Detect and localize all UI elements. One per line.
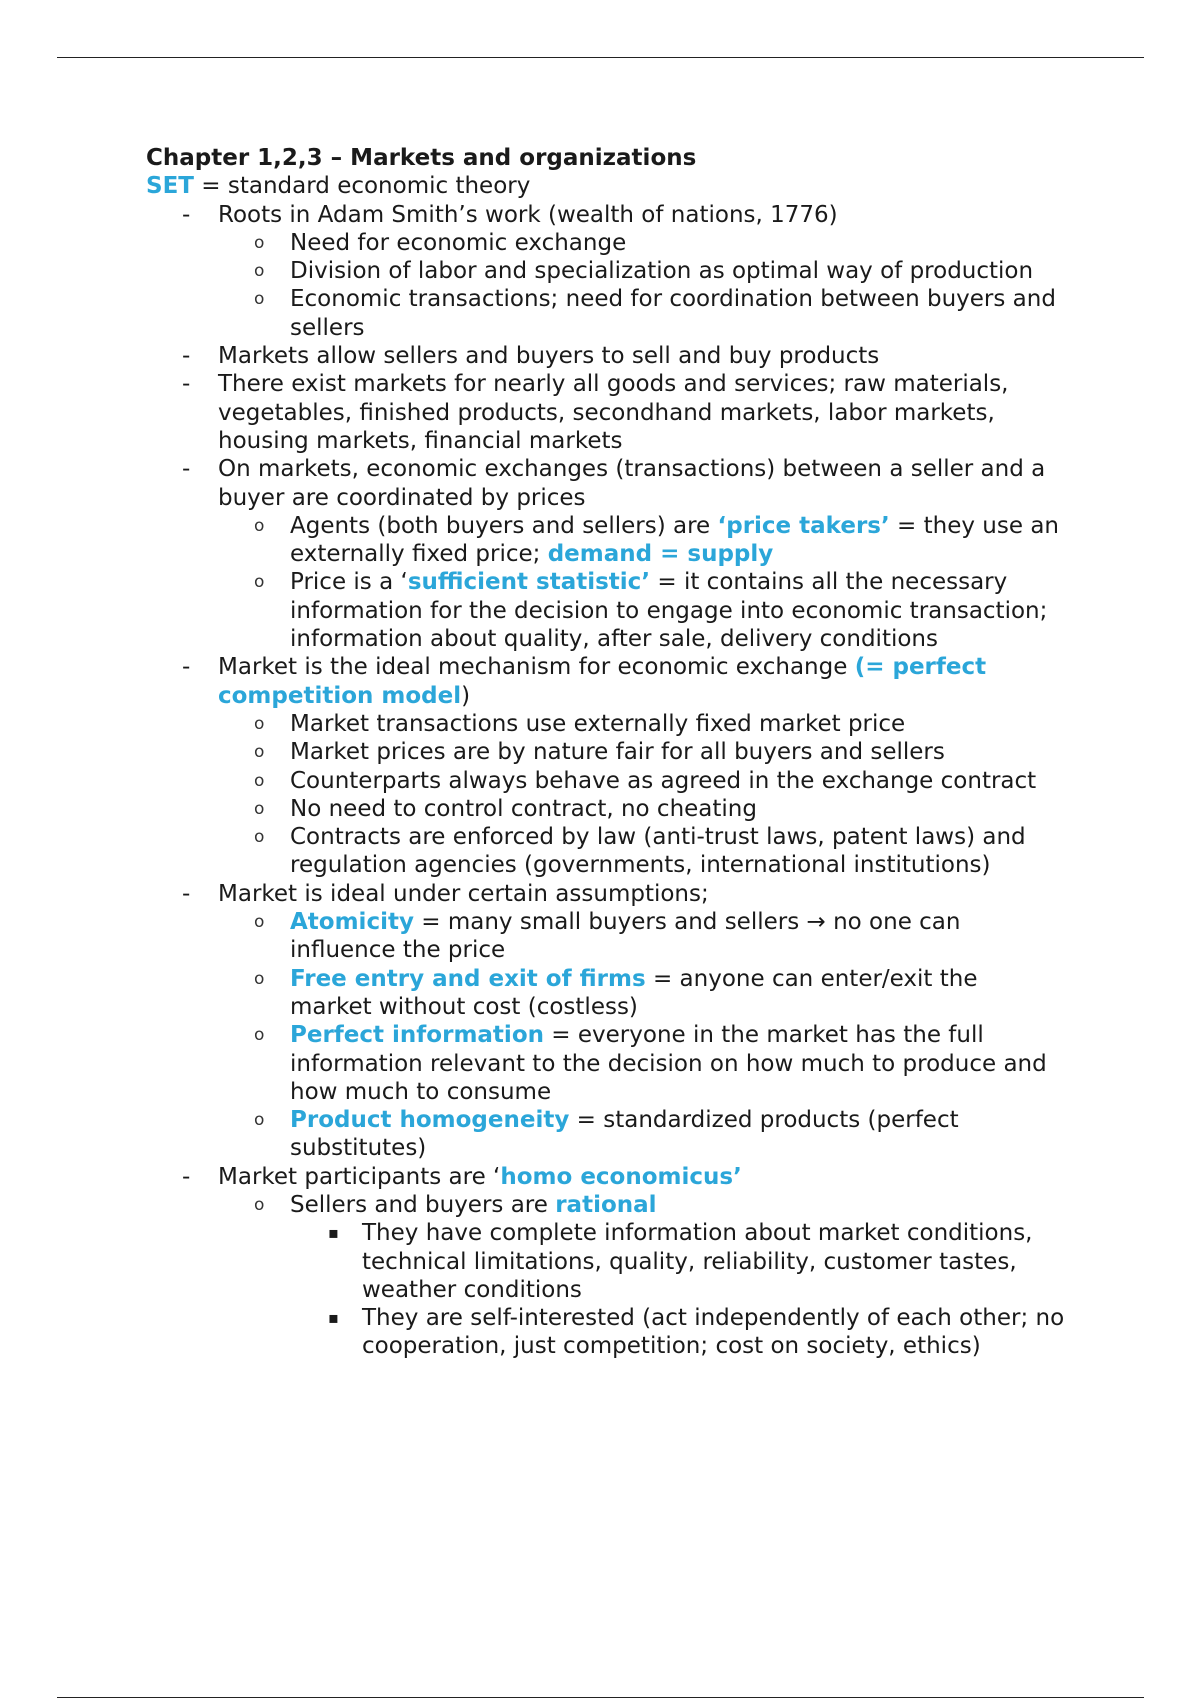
item-text: Need for economic exchange: [290, 229, 627, 256]
circle-bullet: o: [254, 912, 265, 933]
list-item: [146, 342, 1066, 370]
sub-sub-list: [290, 1219, 1066, 1360]
item-text: Markets allow sellers and buyers to sell and buy products: [218, 343, 880, 370]
term-homo-economicus: homo economicus’: [500, 1163, 742, 1190]
list-item: [146, 455, 1066, 653]
list-item: [218, 795, 1066, 823]
list-item: [218, 229, 1066, 257]
header-rule: [57, 57, 1144, 58]
square-bullet: ▪: [328, 1223, 339, 1243]
sub-list: [218, 908, 1066, 1163]
dash-bullet: -: [182, 201, 191, 228]
list-item: [218, 908, 1066, 965]
dash-bullet: -: [182, 343, 191, 370]
dash-bullet: -: [182, 654, 191, 681]
item-text: Market is the ideal mechanism for economic exchange: [218, 654, 855, 681]
term-atomicity: Atomicity: [290, 909, 414, 936]
list-item: [218, 285, 1066, 342]
footer-rule: [57, 1697, 1144, 1698]
square-bullet: ▪: [328, 1308, 339, 1328]
sub-list: [218, 710, 1066, 880]
item-text: Counterparts always behave as agreed in the exchange contract: [290, 767, 1037, 794]
item-text: = anyone can enter/exit the market without cost (costless): [290, 965, 978, 1020]
item-text: Division of labor and specialization as optimal way of production: [290, 258, 1034, 285]
term-price-takers: ‘price takers’: [717, 512, 890, 539]
circle-bullet: o: [254, 770, 265, 791]
sub-list: [218, 1191, 1066, 1361]
sub-list: [218, 512, 1066, 653]
dash-bullet: -: [182, 1163, 191, 1190]
sub-list: [218, 229, 1066, 342]
item-text: Price is a ‘: [290, 569, 408, 596]
list-item: [218, 568, 1066, 653]
list-item: [218, 1191, 1066, 1361]
item-text: Agents (both buyers and sellers) are: [290, 512, 718, 539]
list-item: [218, 823, 1066, 880]
item-text: On markets, economic exchanges (transactions) between a seller and a buyer are coordinated by prices: [218, 456, 1046, 511]
item-text: They are self-interested (act independently of each other; no cooperation, just competition; cost on society, ethics): [362, 1305, 1065, 1360]
item-text: Market participants are ‘: [218, 1163, 501, 1190]
circle-bullet: o: [254, 713, 265, 734]
item-text: Economic transactions; need for coordination between buyers and sellers: [290, 286, 1056, 341]
term-free-entry-exit: Free entry and exit of firms: [290, 965, 646, 992]
circle-bullet: o: [254, 742, 265, 763]
list-item: [290, 1304, 1066, 1361]
circle-bullet: o: [254, 232, 265, 253]
item-text: They have complete information about market conditions, technical limitations, quality, reliability, customer tastes, weather conditions: [362, 1220, 1033, 1303]
circle-bullet: o: [254, 261, 265, 282]
dash-bullet: -: [182, 371, 191, 398]
circle-bullet: o: [254, 289, 265, 310]
term-product-homogeneity: Product homogeneity: [290, 1107, 570, 1134]
circle-bullet: o: [254, 827, 265, 848]
list-item: [290, 1219, 1066, 1304]
item-text: = they use an externally fixed price;: [290, 512, 1059, 568]
circle-bullet: o: [254, 1110, 265, 1131]
item-text: ): [461, 682, 471, 709]
term-demand-supply: demand = supply: [547, 541, 774, 568]
list-item: [218, 1106, 1066, 1163]
circle-bullet: o: [254, 1194, 265, 1215]
item-text: No need to control contract, no cheating: [290, 795, 757, 822]
dash-bullet: -: [182, 880, 191, 907]
item-text: = many small buyers and sellers → no one can influence the price: [290, 909, 961, 964]
list-item: [146, 370, 1066, 455]
main-list: [146, 201, 1066, 1361]
list-item: [218, 965, 1066, 1022]
term-set: SET: [146, 173, 194, 200]
item-text: = standardized products (perfect substitutes): [290, 1107, 959, 1162]
circle-bullet: o: [254, 515, 265, 536]
intro-line: [146, 172, 1066, 200]
circle-bullet: o: [254, 572, 265, 593]
list-item: [218, 512, 1066, 569]
list-item: [146, 880, 1066, 1163]
circle-bullet: o: [254, 968, 265, 989]
item-text: = everyone in the market has the full information relevant to the decision on how much to produce and how much to consume: [290, 1022, 1047, 1105]
list-item: [146, 201, 1066, 342]
list-item: [218, 738, 1066, 766]
list-item: [218, 710, 1066, 738]
circle-bullet: o: [254, 1025, 265, 1046]
document-body: [146, 144, 1066, 1361]
dash-bullet: -: [182, 456, 191, 483]
intro-rest: = standard economic theory: [193, 173, 531, 200]
item-text: Roots in Adam Smith’s work (wealth of nations, 1776): [218, 201, 838, 228]
list-item: [218, 1021, 1066, 1106]
item-text: Market prices are by nature fair for all buyers and sellers: [290, 739, 945, 766]
circle-bullet: o: [254, 798, 265, 819]
list-item: [218, 767, 1066, 795]
chapter-title: Chapter 1,2,3 – Markets and organizations: [146, 145, 697, 171]
term-sufficient-statistic: sufficient statistic’: [407, 569, 651, 596]
item-text: There exist markets for nearly all goods and services; raw materials, vegetables, finished products, secondhand markets, labor markets, housing markets, financial markets: [218, 371, 1009, 454]
item-text: Market transactions use externally fixed market price: [290, 710, 906, 737]
list-item: [146, 1163, 1066, 1361]
item-text: Contracts are enforced by law (anti-trust laws, patent laws) and regulation agencies (governments, international institutions): [290, 824, 1026, 879]
item-text: Market is ideal under certain assumptions;: [218, 880, 709, 907]
list-item: [218, 257, 1066, 285]
list-item: [146, 653, 1066, 879]
term-rational: rational: [555, 1191, 657, 1218]
term-perfect-information: Perfect information: [290, 1022, 544, 1049]
item-text: = it contains all the necessary information for the decision to engage into economic transaction; information about quality, after sale, delivery conditions: [290, 569, 1048, 653]
item-text: Sellers and buyers are: [290, 1191, 556, 1218]
term-perfect-competition: (= perfect competition model: [218, 654, 987, 709]
